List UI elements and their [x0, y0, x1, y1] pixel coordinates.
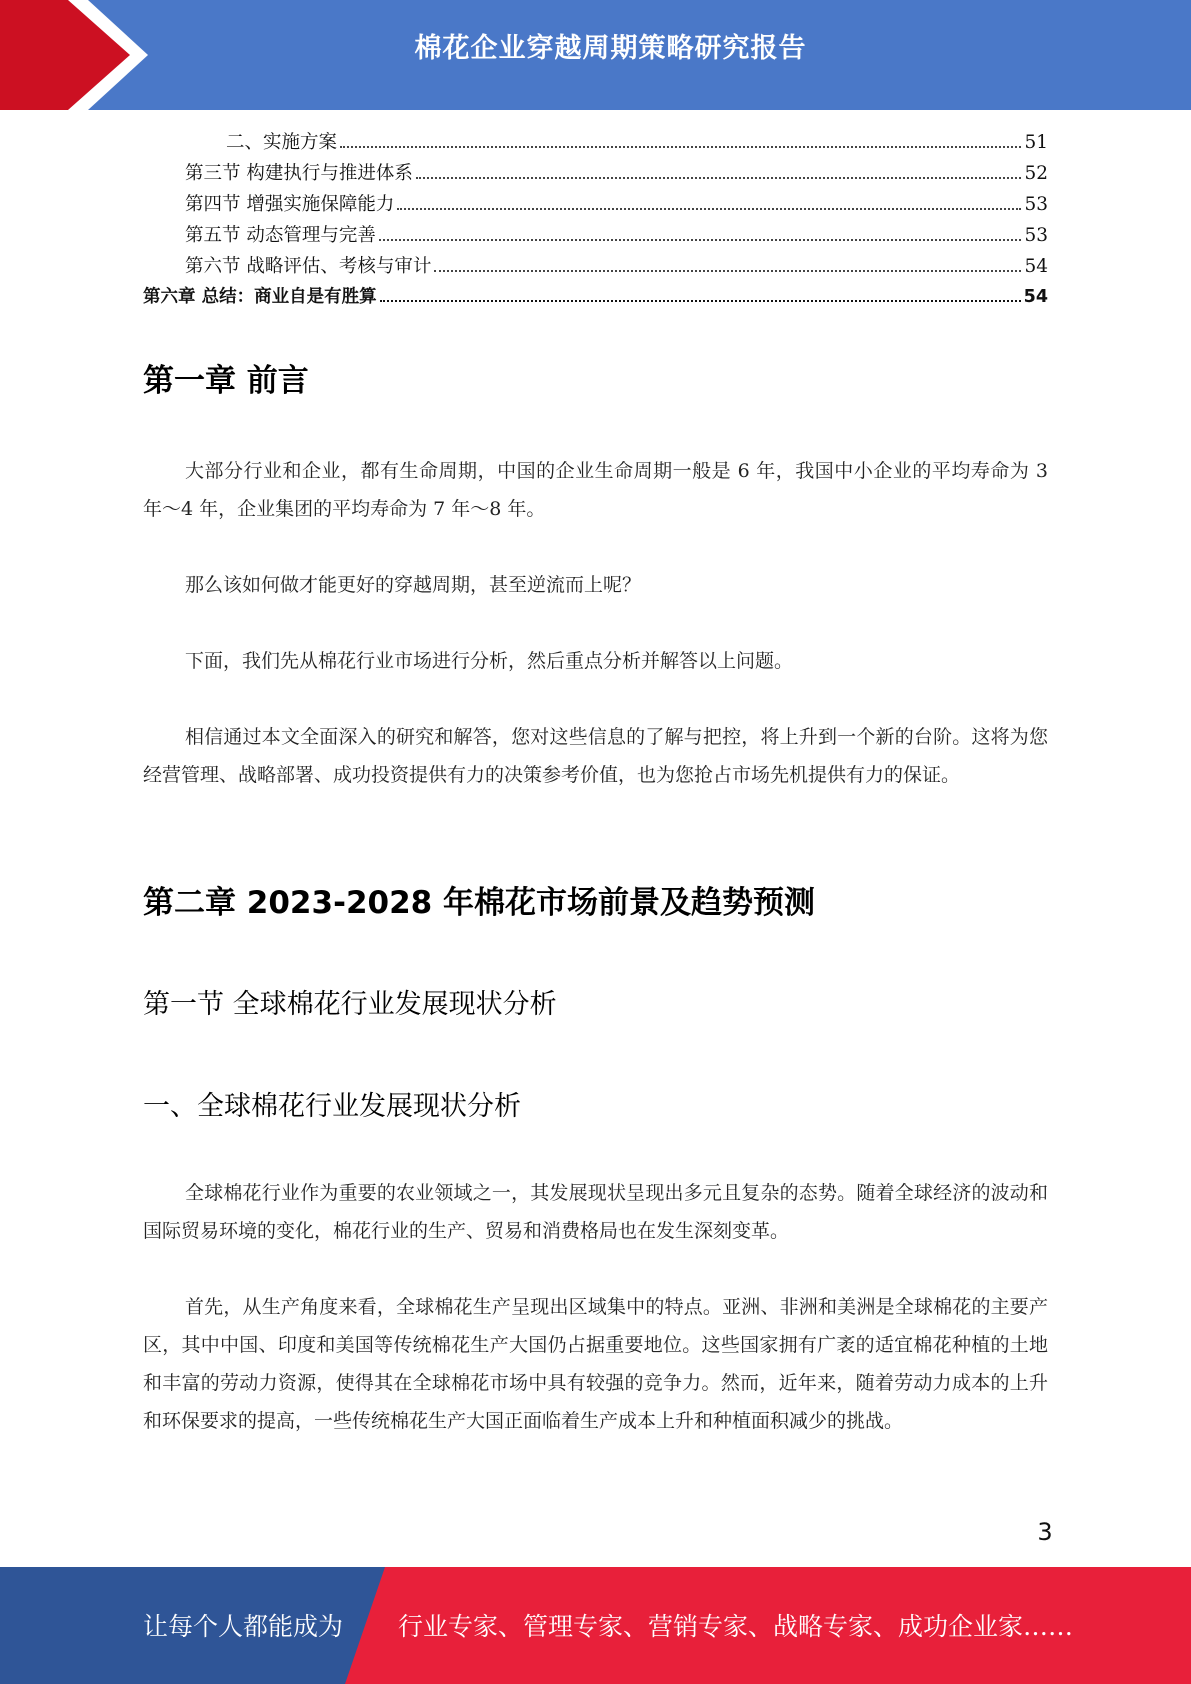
toc-entry-label: 二、实施方案	[226, 132, 338, 153]
toc-entry-page: 53	[1024, 194, 1048, 215]
toc-entry[interactable]	[143, 159, 1048, 190]
report-title: 棉花企业穿越周期策略研究报告	[414, 33, 807, 64]
footer-banner	[0, 1567, 1191, 1684]
footer-slogan-right: 行业专家、管理专家、营销专家、战略专家、成功企业家……	[398, 1612, 1074, 1641]
toc-leader	[340, 146, 1021, 148]
body-paragraph: 全球棉花行业作为重要的农业领域之一，其发展现状呈现出多元且复杂的态势。随着全球经济的波动和国际贸易环境的变化，棉花行业的生产、贸易和消费格局也在发生深刻变革。	[143, 1182, 1048, 1242]
toc-leader	[397, 208, 1021, 210]
toc-entry[interactable]	[143, 252, 1048, 283]
toc-entry-page: 53	[1024, 225, 1048, 246]
toc-entry-page: 54	[1023, 287, 1048, 307]
body-paragraph: 下面，我们先从棉花行业市场进行分析，然后重点分析并解答以上问题。	[185, 650, 794, 672]
section-heading: 第一节 全球棉花行业发展现状分析	[143, 989, 557, 1020]
toc-entry[interactable]	[143, 190, 1048, 221]
chapter-heading: 第二章 2023-2028 年棉花市场前景及趋势预测	[143, 885, 816, 921]
toc-entry-label: 第五节 动态管理与完善	[185, 225, 376, 246]
body-paragraph: 首先，从生产角度来看，全球棉花生产呈现出区域集中的特点。亚洲、非洲和美洲是全球棉花的主要产区，其中中国、印度和美国等传统棉花生产大国仍占据重要地位。这些国家拥有广袤的适宜棉花种植的土地和丰富的劳动力资源，使得其在全球棉花市场中具有较强的竞争力。然而，近年来，随着劳动力成本的上升和环保要求的提高，一些传统棉花生产大国正面临着生产成本上升和种植面积减少的挑战。	[143, 1296, 1048, 1432]
toc-entry-page: 54	[1024, 256, 1048, 277]
toc-entry-label: 第六节 战略评估、考核与审计	[185, 256, 432, 277]
toc-leader	[380, 300, 1021, 302]
toc-entry-label: 第四节 增强实施保障能力	[185, 194, 395, 215]
toc-leader	[416, 177, 1022, 179]
footer-slogan-left: 让每个人都能成为	[143, 1612, 344, 1641]
header-banner	[0, 0, 1191, 110]
toc-entry[interactable]	[143, 128, 1048, 159]
body-paragraph: 那么该如何做才能更好的穿越周期，甚至逆流而上呢？	[185, 574, 642, 596]
page-number: 3	[1037, 1518, 1053, 1546]
toc-leader	[379, 239, 1022, 241]
toc-entry[interactable]	[143, 221, 1048, 252]
toc-leader	[434, 270, 1021, 272]
toc-entry-page: 52	[1024, 163, 1048, 184]
chapter-heading: 第一章 前言	[143, 363, 309, 399]
toc-entry[interactable]	[143, 283, 1048, 314]
toc-entry-label: 第三节 构建执行与推进体系	[185, 163, 413, 184]
body-paragraph: 大部分行业和企业，都有生命周期，中国的企业生命周期一般是 6 年，我国中小企业的平均寿命为 3 年～4 年，企业集团的平均寿命为 7 年～8 年。	[143, 460, 1048, 520]
subsection-heading: 一、全球棉花行业发展现状分析	[143, 1091, 521, 1122]
toc-entry-label: 第六章 总结：商业自是有胜算	[143, 287, 377, 307]
toc-entry-page: 51	[1024, 132, 1048, 153]
body-paragraph: 相信通过本文全面深入的研究和解答，您对这些信息的了解与把控，将上升到一个新的台阶。这将为您经营管理、战略部署、成功投资提供有力的决策参考价值，也为您抢占市场先机提供有力的保证。	[143, 726, 1048, 786]
table-of-contents	[143, 128, 1048, 314]
